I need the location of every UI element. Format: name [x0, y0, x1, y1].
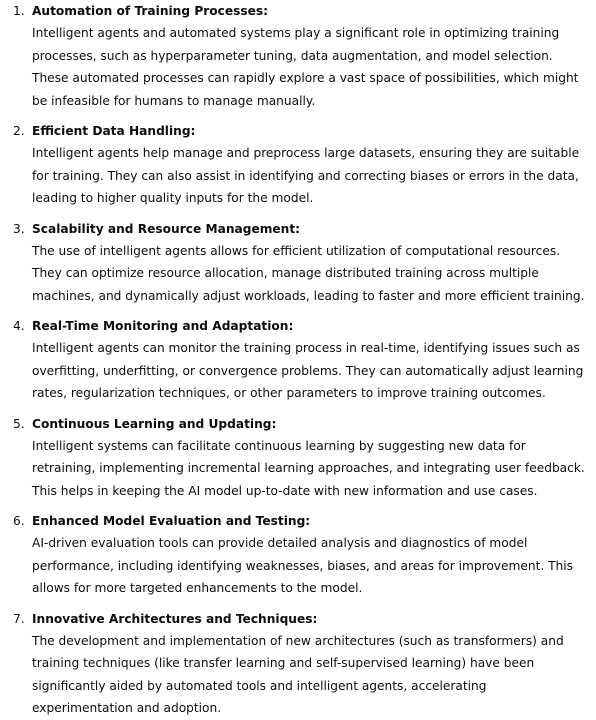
list-item: [13, 0, 586, 112]
list-item-number: 7.: [13, 611, 25, 626]
list-item-title: Automation of Training Processes:: [32, 4, 269, 18]
list-item-title: Efficient Data Handling:: [32, 124, 196, 138]
list-item-body: The use of intelligent agents allows for efficient utilization of computational resources. They can optimize resource allocation, manage distributed training across multiple machines, and dynamically adjust workloads, leading to faster and more efficient training.: [32, 243, 585, 303]
list-item-number: 5.: [13, 416, 25, 431]
list-item-body: Intelligent agents help manage and preprocess large datasets, ensuring they are suitable for training. They can also assist in identifying and correcting biases or errors in the data, leading to higher quality inputs for the model.: [32, 146, 580, 205]
list-item-number: 2.: [13, 124, 25, 138]
list-item-number: 1.: [13, 4, 25, 18]
list-item: [13, 218, 586, 308]
list-item: [13, 315, 586, 405]
list-item-number: 3.: [13, 221, 25, 236]
list-item: [13, 608, 586, 720]
list-item-title: Scalability and Resource Management:: [32, 221, 301, 236]
list-item: [13, 413, 586, 503]
list-item-number: 4.: [13, 319, 25, 333]
list-item-number: 6.: [13, 514, 25, 528]
list-item-title: Enhanced Model Evaluation and Testing:: [32, 514, 311, 528]
list-item: [13, 510, 586, 600]
numbered-list: [13, 0, 586, 720]
list-item-title: Real-Time Monitoring and Adaptation:: [32, 319, 294, 333]
list-item-body: AI-driven evaluation tools can provide detailed analysis and diagnostics of model performance, including identifying weaknesses, biases, and areas for improvement. This allows for more targeted enhancements to the model.: [32, 536, 574, 595]
list-item-body: Intelligent agents can monitor the training process in real-time, identifying issues such as overfitting, underfitting, or convergence problems. They can automatically adjust learning rates, regularization techniques, or other parameters to improve training outcomes.: [32, 341, 584, 400]
list-item-body: Intelligent systems can facilitate continuous learning by suggesting new data for retraining, implementing incremental learning approaches, and integrating user feedback. This helps in keeping the AI model up-to-date with new information and use cases.: [32, 438, 585, 498]
list-item-title: Innovative Architectures and Techniques:: [32, 611, 318, 626]
list-item-body: The development and implementation of new architectures (such as transformers) and training techniques (like transfer learning and self-supervised learning) have been significantly aided by automated tools and intelligent agents, accelerating experimentation and adoption.: [32, 633, 564, 715]
list-item: [13, 120, 586, 210]
list-item-title: Continuous Learning and Updating:: [32, 416, 277, 431]
list-item-body: Intelligent agents and automated systems play a significant role in optimizing training processes, such as hyperparameter tuning, data augmentation, and model selection. These automated processes can rapidly explore a vast space of possibilities, which might be infeasible for humans to manage manually.: [32, 26, 579, 108]
